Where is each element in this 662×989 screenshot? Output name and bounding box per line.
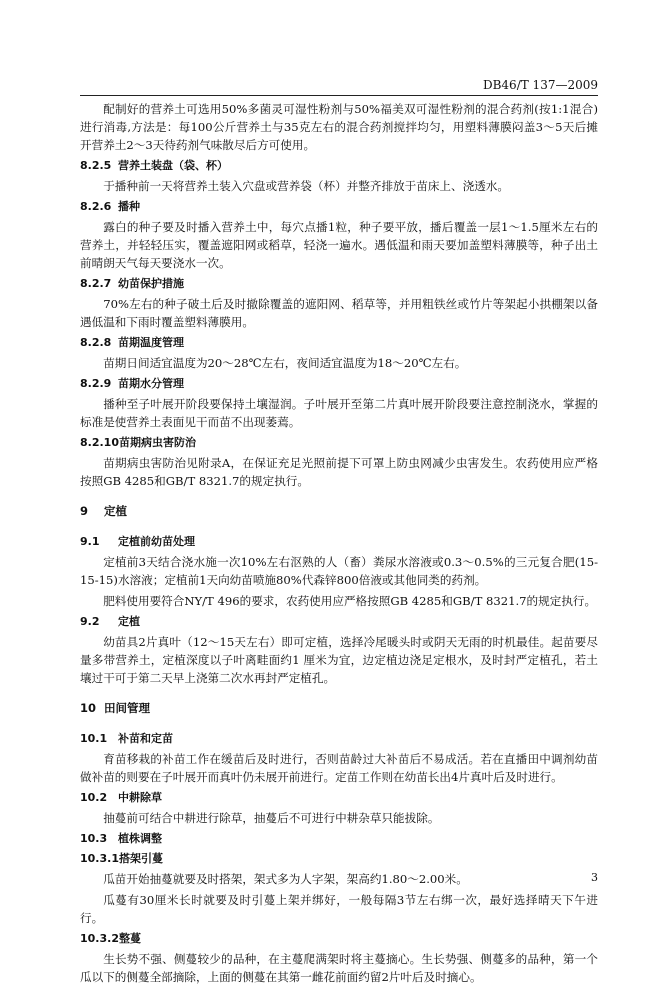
heading-number: 8.2.5 [80,159,112,172]
heading-title: 定植 [118,615,140,628]
heading-title: 中耕除草 [118,791,162,804]
subsection-heading [80,157,598,174]
paragraph: 苗期日间适宜温度为20～28℃左右，夜间适宜温度为18～20℃左右。 [103,356,467,370]
paragraph: 配制好的营养土可选用50%多菌灵可湿性粉剂与50%福美双可湿性粉剂的混合药剂(按1:1混合) 进行消毒,方法是：每100公斤营养土与35克左右的混合药剂搅拌均匀，用塑料薄膜闷盖3～5天后摊开营养土2～3天待药剂气味散尽后方可使用。 [80,102,598,152]
heading-title: 田间管理 [104,701,150,715]
paragraph: 70%左右的种子破土后及时撤除覆盖的遮阳网、稻草等，并用粗铁丝或竹片等架起小拱棚架以备遇低温和下雨时覆盖塑料薄膜用。 [80,297,598,329]
heading-number: 10.1 [80,732,108,745]
heading-title: 整蔓 [118,932,141,945]
heading-number: 9.2 [80,615,100,628]
paragraph: 幼苗具2片真叶（12～15天左右）即可定植，选择冷尾暖头时或阴天无雨的时机最佳。起苗要尽量多带营养土，定植深度以子叶离畦面约1 厘米为宜，边定植边浇足定根水，及时封严定植孔，若土壤过干可于第二天早上浇第二次水再封严定植孔。 [80,635,598,685]
subsection-heading [80,198,598,215]
section-heading [80,503,598,520]
heading-title: 播种 [118,200,140,213]
heading-number: 8.2.8 [80,336,112,349]
heading-number: 8.2.7 [80,277,112,290]
subsection-heading [80,533,598,550]
subsection-heading [80,930,598,947]
paragraph: 瓜苗开始抽蔓就要及时搭架，架式多为人字架，架高约1.80～2.00米。 [103,872,468,886]
paragraph: 育苗移栽的补苗工作在缓苗后及时进行，否则苗龄过大补苗后不易成活。若在直播田中调剂幼苗做补苗的则要在子叶展开而真叶仍未展开前进行。定苗工作则在幼苗长出4片真叶后及时进行。 [80,752,598,784]
header-divider [80,95,598,96]
heading-title: 搭架引蔓 [118,852,163,865]
paragraph: 抽蔓前可结合中耕进行除草，抽蔓后不可进行中耕杂草只能拔除。 [103,811,440,825]
heading-number: 10.2 [80,791,108,804]
paragraph: 露白的种子要及时播入营养土中，每穴点播1粒，种子要平放，播后覆盖一层1～1.5厘米左右的营养土，并轻轻压实，覆盖遮阳网或稻草，轻浇一遍水。遇低温和雨天要加盖塑料薄膜等，种子出土前晴朗天气每天要浇水一次。 [80,220,598,270]
heading-title: 苗期水分管理 [118,377,184,390]
paragraph: 瓜蔓有30厘米长时就要及时引蔓上架并绑好，一般每隔3节左右绑一次，最好选择晴天下午进行。 [80,893,598,925]
paragraph: 生长势不强、侧蔓较少的品种，在主蔓爬满架时将主蔓摘心。生长势强、侧蔓多的品种，第一个瓜以下的侧蔓全部摘除，上面的侧蔓在其第一雌花前面约留2片叶后及时摘心。 [80,952,598,984]
heading-title: 植株调整 [118,832,162,845]
subsection-heading [80,830,598,847]
heading-title: 苗期病虫害防治 [118,436,196,449]
subsection-heading [80,275,598,292]
heading-number: 9.1 [80,535,100,548]
heading-number: 8.2.9 [80,377,112,390]
paragraph: 定植前3天结合浇水施一次10%左右沤熟的人（畜）粪尿水溶液或0.3～0.5%的三元复合肥(15-15-15)水溶液；定植前1天向幼苗喷施80%代森锌800倍液或其他同类的药剂。 [80,555,598,587]
paragraph: 苗期病虫害防治见附录A，在保证充足光照前提下可罩上防虫网减少虫害发生。农药使用应严格按照GB 4285和GB/T 8321.7的规定执行。 [80,456,598,488]
heading-title: 营养土装盘（袋、杯） [118,159,228,172]
heading-number: 8.2.6 [80,200,112,213]
subsection-heading [80,613,598,630]
heading-title: 补苗和定苗 [118,732,173,745]
heading-title: 幼苗保护措施 [118,277,184,290]
paragraph: 肥料使用要符合NY/T 496的要求，农药使用应严格按照GB 4285和GB/T 8321.7的规定执行。 [103,594,597,608]
subsection-heading [80,789,598,806]
document-body [80,100,598,989]
subsection-heading [80,434,598,451]
heading-number: 10 [80,701,97,715]
paragraph: 于播种前一天将营养土装入穴盘或营养袋（杯）并整齐排放于苗床上、浇透水。 [103,179,509,193]
paragraph: 播种至子叶展开阶段要保持土壤湿润。子叶展开至第二片真叶展开阶段要注意控制浇水，掌握的标准是使营养土表面见干而苗不出现萎蔫。 [80,397,598,429]
page-number: 3 [591,871,598,884]
heading-number: 10.3 [80,832,108,845]
heading-title: 定植 [104,504,127,518]
section-heading [80,700,598,717]
heading-title: 苗期温度管理 [118,336,184,349]
subsection-heading [80,334,598,351]
heading-title: 定植前幼苗处理 [118,535,195,548]
subsection-heading [80,730,598,747]
heading-number: 10.3.2 [80,932,119,945]
heading-number: 9 [80,504,89,518]
heading-number: 10.3.1 [80,852,119,865]
standard-code: DB46/T 137—2009 [482,78,598,92]
subsection-heading [80,375,598,392]
subsection-heading [80,850,598,867]
heading-number: 8.2.10 [80,436,119,449]
